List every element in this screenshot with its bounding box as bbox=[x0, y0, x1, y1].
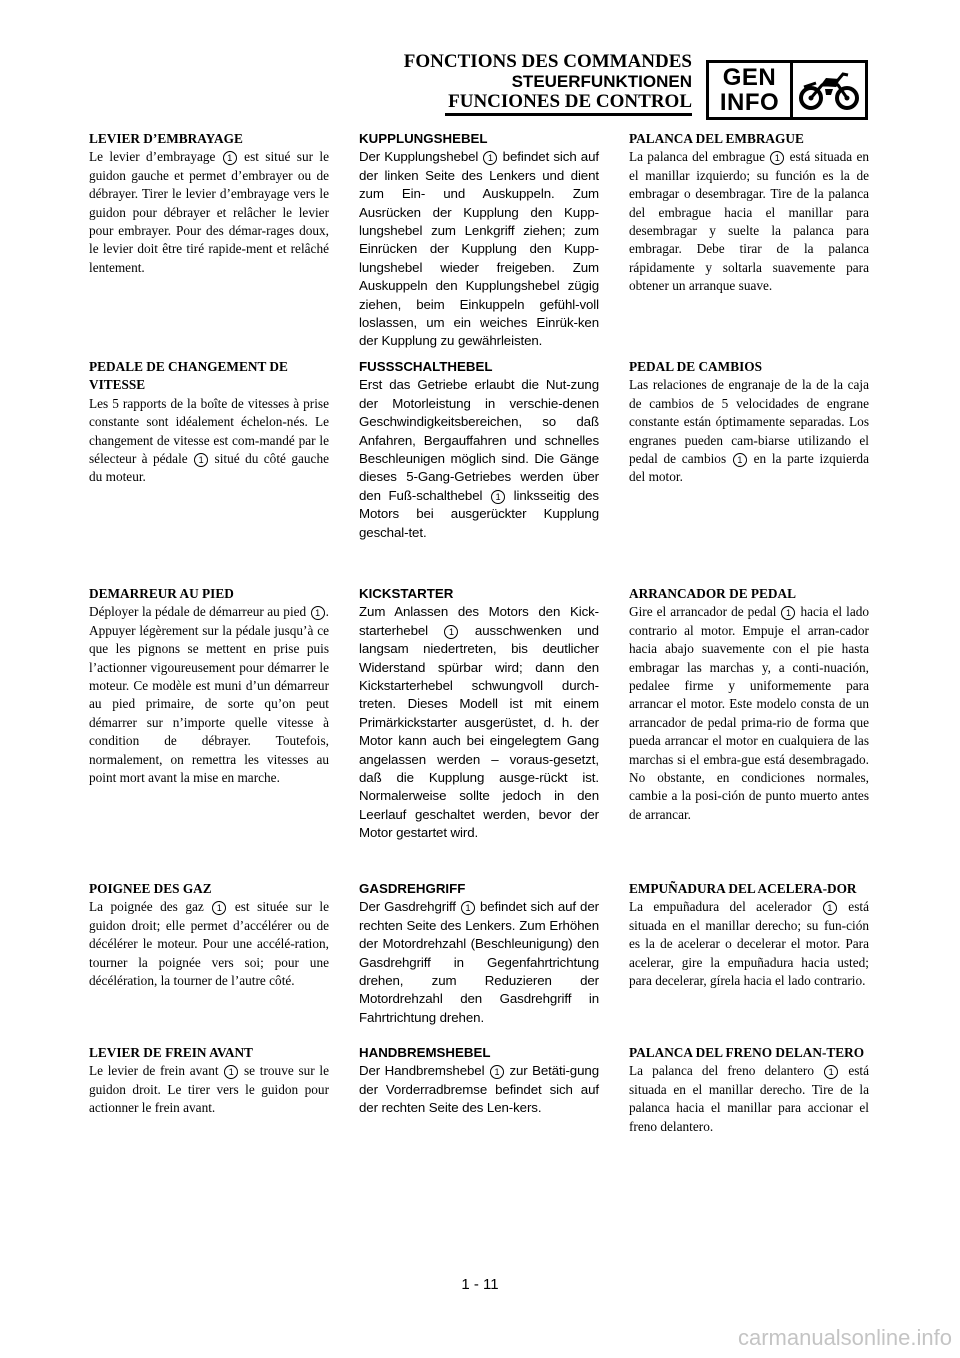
section-shift-pedal-es bbox=[629, 358, 869, 487]
motorcycle-badge bbox=[790, 60, 868, 120]
callout-1-icon: 1 bbox=[823, 901, 837, 915]
callout-1-icon: 1 bbox=[461, 901, 475, 915]
section-title: KUPPLUNGSHEBEL bbox=[359, 131, 488, 146]
callout-1-icon: 1 bbox=[733, 453, 747, 467]
callout-1-icon: 1 bbox=[483, 151, 497, 165]
section-title: LEVIER D’EMBRAYAGE bbox=[89, 131, 243, 146]
section-throttle-de bbox=[359, 880, 599, 1027]
header-title-de: STEUERFUNKTIONEN bbox=[511, 72, 692, 91]
section-body: La palanca del freno delantero 1 está situada en el manillar derecho. Tire de la palanca hacia el manillar para accionar el freno delantero. bbox=[629, 1063, 869, 1134]
section-front-brake-de bbox=[359, 1044, 599, 1118]
section-front-brake-fr bbox=[89, 1044, 329, 1118]
section-clutch-lever-es bbox=[629, 130, 869, 296]
section-kickstarter-fr bbox=[89, 585, 329, 787]
section-body: Las relaciones de engranaje de la de la caja de cambios de 5 velocidades de engrane constante están óptimamente separadas. Los engranes pueden cam-biarse utilizando el pedal de cambios 1 en la parte izquierda del motor. bbox=[629, 377, 869, 485]
header-titles bbox=[404, 52, 692, 112]
section-body: La empuñadura del acelerador 1 está situada en el manillar derecho; su fun-ción es la de acelerar o decelerar el motor. Para acelerar, gire la empuñadura hacia usted; para decelerar, gírela hacia el lado contrario. bbox=[629, 899, 869, 989]
callout-1-icon: 1 bbox=[770, 151, 784, 165]
section-title: FUSSSCHALTHEBEL bbox=[359, 359, 493, 374]
section-body: La poignée des gaz 1 est située sur le guidon droit; elle permet d’accélérer ou de décélérer le moteur. Pour une accélé-ration, tourner la poignée vers soi; pour une décélération, la tourner de l’autre côté. bbox=[89, 899, 330, 989]
section-body: Zum Anlassen des Motors den Kick-starterhebel 1 ausschwenken und langsam niedertreten, bis deutlicher Widerstand spürbar wird; dann den Kickstarterhebel schwungvoll durch-treten. Dieses Modell ist mit einem Primärkickstarter ausgerüstet, d. h. der Motor kann auch bei eingelegtem Gang angelassen werden – voraus-gesetzt, daß die Kupplung ausge-rückt ist. Normalerweise sollte jedoch in den Leerlauf geschaltet werden, bevor der Motor gestartet wird. bbox=[359, 604, 599, 841]
section-body: La palanca del embrague 1 está situada en el manillar izquierdo; su función es la de embragar o desembragar. Tire de la palanca del embrague hacia el manillar para desembragar y suelte la palanca para embragar. Debe tirar de la palanca rápidamente y soltarla suavemente para obtener un arranque suave. bbox=[629, 149, 869, 294]
callout-1-icon: 1 bbox=[824, 1065, 838, 1079]
section-title: POIGNEE DES GAZ bbox=[89, 881, 212, 896]
callout-1-icon: 1 bbox=[212, 901, 226, 915]
section-clutch-lever-fr bbox=[89, 130, 329, 277]
section-title: HANDBREMSHEBEL bbox=[359, 1045, 491, 1060]
section-clutch-lever-de bbox=[359, 130, 599, 351]
section-title: GASDREHGRIFF bbox=[359, 881, 466, 896]
section-title: PALANCA DEL EMBRAGUE bbox=[629, 131, 804, 146]
section-kickstarter-es bbox=[629, 585, 869, 824]
callout-1-icon: 1 bbox=[194, 453, 208, 467]
section-title: PALANCA DEL FRENO DELAN-TERO bbox=[629, 1045, 865, 1060]
section-throttle-es bbox=[629, 880, 869, 990]
section-front-brake-es bbox=[629, 1044, 869, 1136]
header-title-es: FUNCIONES DE CONTROL bbox=[448, 91, 692, 112]
motorcycle-icon bbox=[796, 68, 862, 112]
callout-1-icon: 1 bbox=[491, 490, 505, 504]
section-shift-pedal-fr bbox=[89, 358, 329, 487]
section-title: KICKSTARTER bbox=[359, 586, 454, 601]
section-title: LEVIER DE FREIN AVANT bbox=[89, 1045, 253, 1060]
section-throttle-fr bbox=[89, 880, 329, 990]
callout-1-icon: 1 bbox=[311, 606, 325, 620]
badge-line-info: INFO bbox=[719, 89, 780, 116]
page-number: 1 - 11 bbox=[461, 1276, 499, 1293]
section-body: Der Gasdrehgriff 1 befindet sich auf der rechten Seite des Lenkers. Zum Erhöhen der Motordrehzahl (Beschleunigung) den Gasdrehgriff in Gegenfahrtrichtung drehen, zum Reduzieren der Motordrehzahl den Gasdrehgriff in Fahrtrichtung drehen. bbox=[359, 899, 599, 1025]
header-title-fr: FONCTIONS DES COMMANDES bbox=[403, 51, 692, 72]
section-title: DEMARREUR AU PIED bbox=[89, 586, 234, 601]
callout-1-icon: 1 bbox=[781, 606, 795, 620]
callout-1-icon: 1 bbox=[444, 625, 458, 639]
callout-1-icon: 1 bbox=[490, 1065, 504, 1079]
section-shift-pedal-de bbox=[359, 358, 599, 542]
callout-1-icon: 1 bbox=[224, 1065, 238, 1079]
gen-info-badge bbox=[706, 60, 790, 120]
section-body: Erst das Getriebe erlaubt die Nut-zung der Motorleistung in verschie-denen Geschwindigkeitsbereichen, so daß Anfahren, Bergauffahren und schnelles Beschleunigen möglich sind. Die Gänge dieses 5-Gang-Getriebes werden über den Fuß-schalthebel 1 linksseitig des Motors bei ausgerückter Kupplung geschal-tet. bbox=[359, 377, 599, 540]
section-body: Déployer la pédale de démarreur au pied 1 . Appuyer légèrement sur la pédale jusqu’à ce que les pignons se mettent en prise puis l’actionner vigoureusement pour démarrer le moteur. Ce modèle est muni d’un démarreur au pied primaire, de sorte qu’on peut démarrer sur n’importe quelle vitesse à condition de débrayer. Toutefois, normalement, on remettra les vitesses au point mort avant la mise en marche. bbox=[89, 604, 329, 786]
section-title: PEDAL DE CAMBIOS bbox=[629, 359, 762, 374]
section-body: Les 5 rapports de la boîte de vitesses à prise constante sont idéalement échelon-nés. Le changement de vitesse est com-mandé par le sélecteur à pédale 1 situé du côté gauche du moteur. bbox=[89, 395, 329, 485]
section-title: EMPUÑADURA DEL ACELERA-DOR bbox=[629, 881, 857, 896]
section-body: Le levier d’embrayage 1 est situé sur le guidon gauche et permet d’embrayer ou de débrayer. Tirer le levier d’embrayage vers le guidon pour débrayer et relâcher le levier pour embrayer. Pour des démar-rages doux, le levier doit être tiré rapide-ment et relâché lentement. bbox=[89, 149, 329, 275]
section-kickstarter-de bbox=[359, 585, 599, 843]
section-body: Le levier de frein avant 1 se trouve sur le guidon droit. Le tirer vers le guidon pour actionner le frein avant. bbox=[89, 1063, 330, 1116]
watermark: carmanualsonline.info bbox=[737, 1325, 952, 1350]
header-divider bbox=[445, 113, 692, 116]
section-title: ARRANCADOR DE PEDAL bbox=[629, 586, 796, 601]
section-title: PEDALE DE CHANGEMENT DE VITESSE bbox=[89, 359, 288, 393]
badge-line-gen: GEN bbox=[722, 64, 777, 91]
section-body: Gire el arrancador de pedal 1 hacia el lado contrario al motor. Empuje el arran-cador hacia abajo suavemente con el pie hasta embragar las marchas y, a conti-nuación, pedalee firme y uniformemente para arrancar el motor. Este modelo consta de un arrancador de pedal prima-rio de forma que pueda arrancar el motor en cualquiera de las marchas si el embra-gue está desembragado. No obstante, en condiciones normales, cambie a la posi-ción de punto muerto antes de arrancar. bbox=[629, 604, 870, 822]
callout-1-icon: 1 bbox=[223, 151, 237, 165]
section-body: Der Kupplungshebel 1 befindet sich auf der linken Seite des Lenkers und dient zum Ein- und Auskuppeln. Zum Ausrücken der Kupplung den Kupp-lungshebel zum Lenkgriff ziehen; zum Einrücken der Kupplung den Kupp-lungshebel wieder freigeben. Zum Auskuppeln den Kupplungshebel zügig ziehen, beim Einkuppeln gefühl-voll loslassen, um ein weiches Einrük-ken der Kupplung zu gewährleisten. bbox=[359, 149, 599, 349]
section-body: Der Handbremshebel 1 zur Betäti-gung der Vorderradbremse befindet sich auf der rechten Seite des Len-kers. bbox=[359, 1063, 599, 1116]
